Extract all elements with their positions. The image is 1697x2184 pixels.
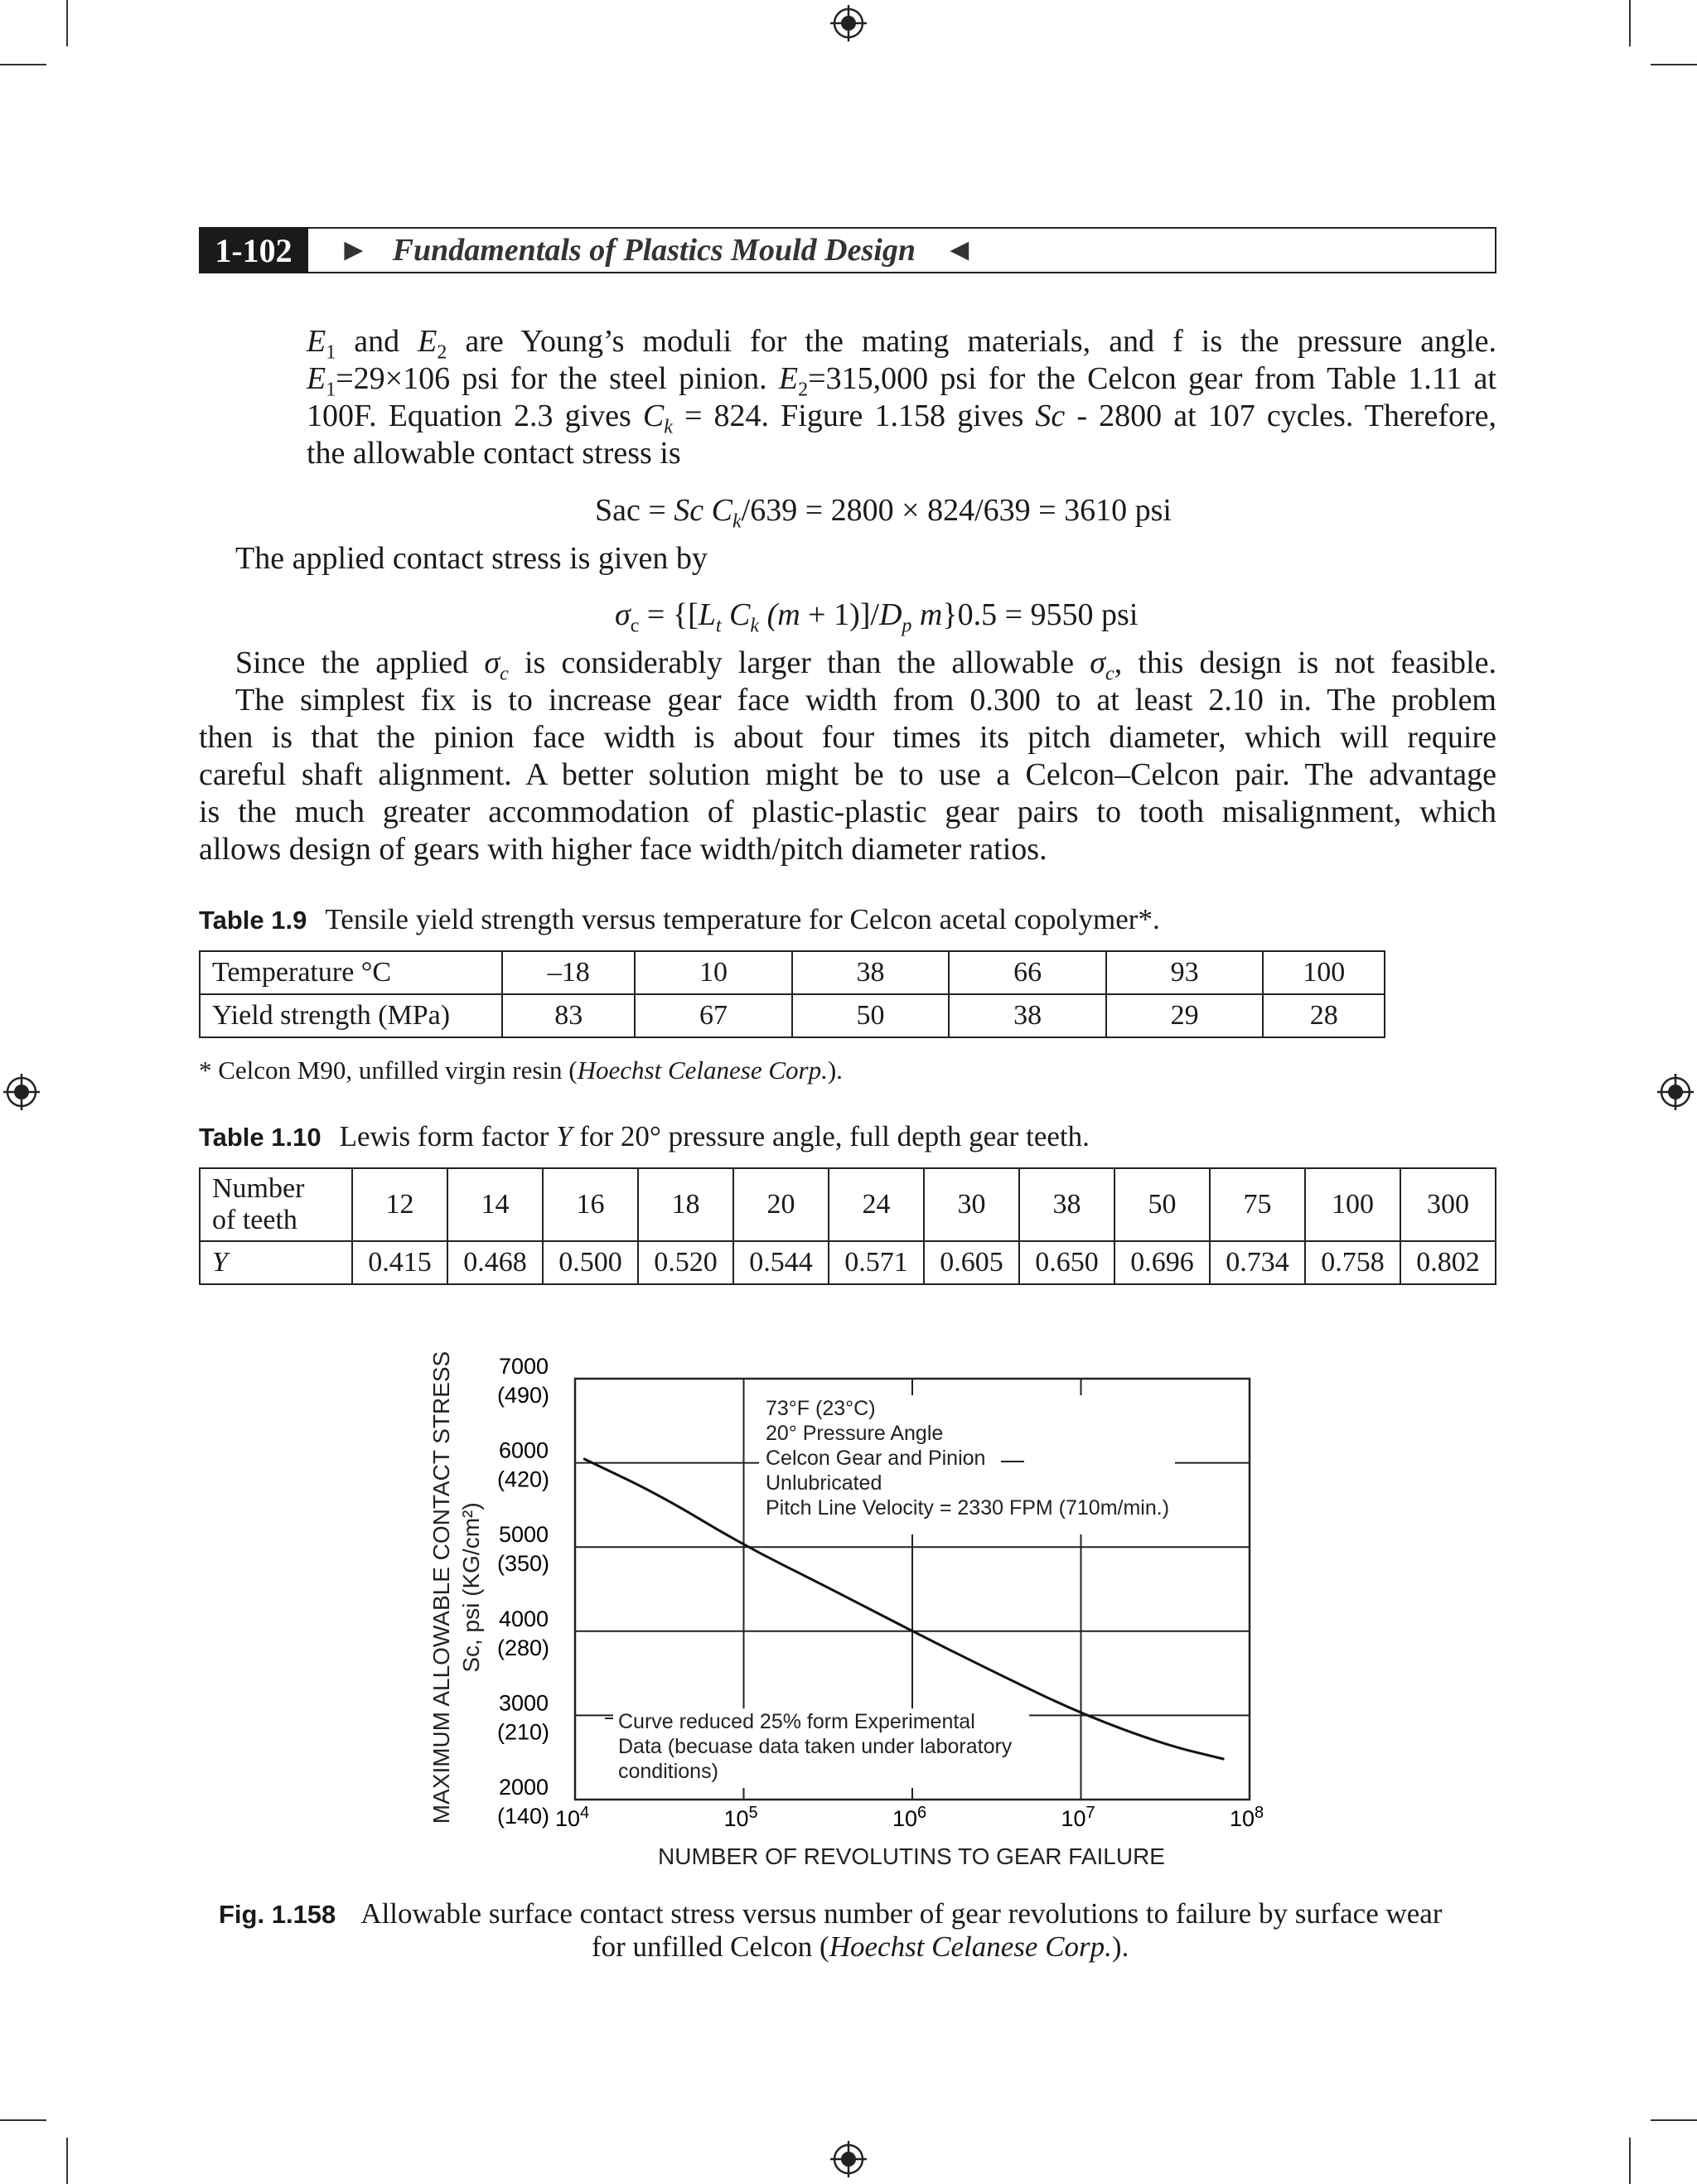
x-tick-label: $10^5$ [723,1804,758,1831]
table-cell: 0.571 [829,1241,924,1284]
x-tick-label: $10^7$ [1061,1804,1095,1831]
x-tick-label: $10^6$ [892,1804,927,1831]
table-cell: 0.605 [924,1241,1019,1284]
table-cell: 16 [543,1168,638,1241]
annotation-text: Celcon Gear and Pinion [766,1447,986,1470]
table-cell: 100 [1263,951,1385,994]
table-cell: 0.650 [1019,1241,1114,1284]
body-line: then is that the pinion face width is about four times its pitch diameter, which will require [199,720,1496,755]
table-caption: Table 1.10 Lewis form factor Y for 20° pressure angle, full depth gear teeth. [199,1120,1090,1152]
equation: Sac = Sc $C_k/639 = 2800 \times 824/639 = 3610$ psi [595,493,1172,533]
table-cell: 0.468 [447,1241,543,1284]
annotation-text: conditions) [618,1760,718,1783]
x-axis-label: NUMBER OF REVOLUTINS TO GEAR FAILURE [658,1843,1165,1869]
y-tick-label: 2000 [499,1775,549,1800]
body-line: Since the applied $\sigma_c$ is considerably larger than the allowable $\sigma_c$, this design is not feasible. [235,645,1496,685]
table-cell: 0.544 [733,1241,829,1284]
book-title: Fundamentals of Plastics Mould Design [392,233,916,268]
figure-caption: for unfilled Celcon (Hoechst Celanese Corp.). [592,1930,1129,1963]
y-tick-label-metric: (210) [497,1719,550,1745]
body-line: $E_1=29\times 106$ psi for the steel pinion. $E_2=315,000$ psi for the Celcon gear from Table 1.11 at [307,361,1496,401]
arrow-left-icon: ◄ [943,233,975,268]
y-tick-label: 7000 [499,1354,549,1379]
annotation-text: Data (becuase data taken under laboratory [618,1735,1013,1758]
table-cell: 0.415 [352,1241,447,1284]
body-line: The applied contact stress is given by [235,541,708,576]
equation: $\sigma_c = \{[L_t$ $C_k$ $(m + 1)]/D_p$ m}0.5 = 9550 psi [615,597,1139,637]
body-line: $E_1$ and $E_2$ are Young’s moduli for the mating materials, and f is the pressure angle. [307,324,1497,364]
annotation-text: 73°F (23°C) [766,1397,876,1420]
table-cell: 12 [352,1168,447,1241]
table-cell: 10 [635,951,792,994]
annotation-text: Pitch Line Velocity = 2330 FPM (710m/min.) [766,1496,1170,1520]
y-tick-label-metric: (490) [497,1383,550,1408]
table-cell: 29 [1106,994,1264,1037]
table-cell: 0.734 [1210,1241,1305,1284]
annotation-text: Curve reduced 25% form Experimental [618,1710,975,1733]
table-row-header: Yield strength (MPa) [200,994,502,1037]
table-row-header: Temperature °C [200,951,502,994]
table-cell: 0.758 [1305,1241,1400,1284]
table-cell: 28 [1263,994,1385,1037]
table-row-header: Number of teeth [200,1168,352,1241]
annotation-text: Unlubricated [766,1471,882,1495]
table-cell: 38 [1019,1168,1114,1241]
table-cell: 24 [829,1168,924,1241]
y-tick-label-metric: (140) [497,1804,550,1829]
y-tick-label-metric: (280) [497,1635,550,1660]
table-cell: 0.696 [1114,1241,1210,1284]
table-cell: 50 [792,994,950,1037]
arrow-right-icon: ► [338,233,370,268]
x-tick-label: $10^8$ [1230,1804,1264,1831]
table-cell: 18 [638,1168,733,1241]
table-cell: 14 [447,1168,543,1241]
table-cell: 30 [924,1168,1019,1241]
table-caption: Table 1.9 Tensile yield strength versus temperature for Celcon acetal copolymer*. [199,903,1160,935]
table-cell: 300 [1400,1168,1496,1241]
table-cell: 75 [1210,1168,1305,1241]
body-line: allows design of gears with higher face width/pitch diameter ratios. [199,832,1047,867]
body-line: The simplest fix is to increase gear face width from 0.300 to at least 2.10 in. The problem [235,683,1496,718]
figure-caption: Fig. 1.158 Allowable surface contact stress versus number of gear revolutions to failure by surface wear [219,1897,1443,1930]
y-tick-label: 5000 [499,1522,549,1548]
table-footnote: * Celcon M90, unfilled virgin resin (Hoechst Celanese Corp.). [199,1056,843,1085]
table-cell: –18 [502,951,635,994]
y-tick-label: 4000 [499,1606,549,1631]
table-cell: 50 [1114,1168,1210,1241]
body-line: is the much greater accommodation of plastic-plastic gear pairs to tooth misalignment, which [199,795,1496,829]
table-cell: 38 [792,951,950,994]
y-tick-label-metric: (420) [497,1466,550,1492]
body-line: the allowable contact stress is [307,436,681,471]
table-cell: 66 [949,951,1106,994]
body-line: careful shaft alignment. A better solution might be to use a Celcon–Celcon pair. The advantage [199,757,1496,792]
table-cell: 83 [502,994,635,1037]
page-number: 1-102 [199,227,308,273]
table-cell: 67 [635,994,792,1037]
table-cell: 0.802 [1400,1241,1496,1284]
table-cell: 93 [1106,951,1264,994]
y-axis-label-units: Sc, psi (KG/cm²) [458,1502,484,1673]
body-line: 100F. Equation 2.3 gives $C_k = 824$. Figure 1.158 gives Sc - 2800 at 107 cycles. Therefore, [307,399,1497,438]
annotation-text: 20° Pressure Angle [766,1422,944,1445]
table-cell: 0.520 [638,1241,733,1284]
table-cell: 100 [1305,1168,1400,1241]
table-cell: 0.500 [543,1241,638,1284]
y-axis-label: MAXIMUM ALLOWABLE CONTACT STRESS [428,1351,454,1824]
table-row-header: Y [200,1241,352,1284]
table-cell: 38 [949,994,1106,1037]
y-tick-label: 6000 [499,1437,549,1463]
y-tick-label-metric: (350) [497,1551,550,1577]
table-cell: 20 [733,1168,829,1241]
y-tick-label: 3000 [499,1690,549,1716]
x-tick-label: $10^4$ [555,1804,590,1831]
